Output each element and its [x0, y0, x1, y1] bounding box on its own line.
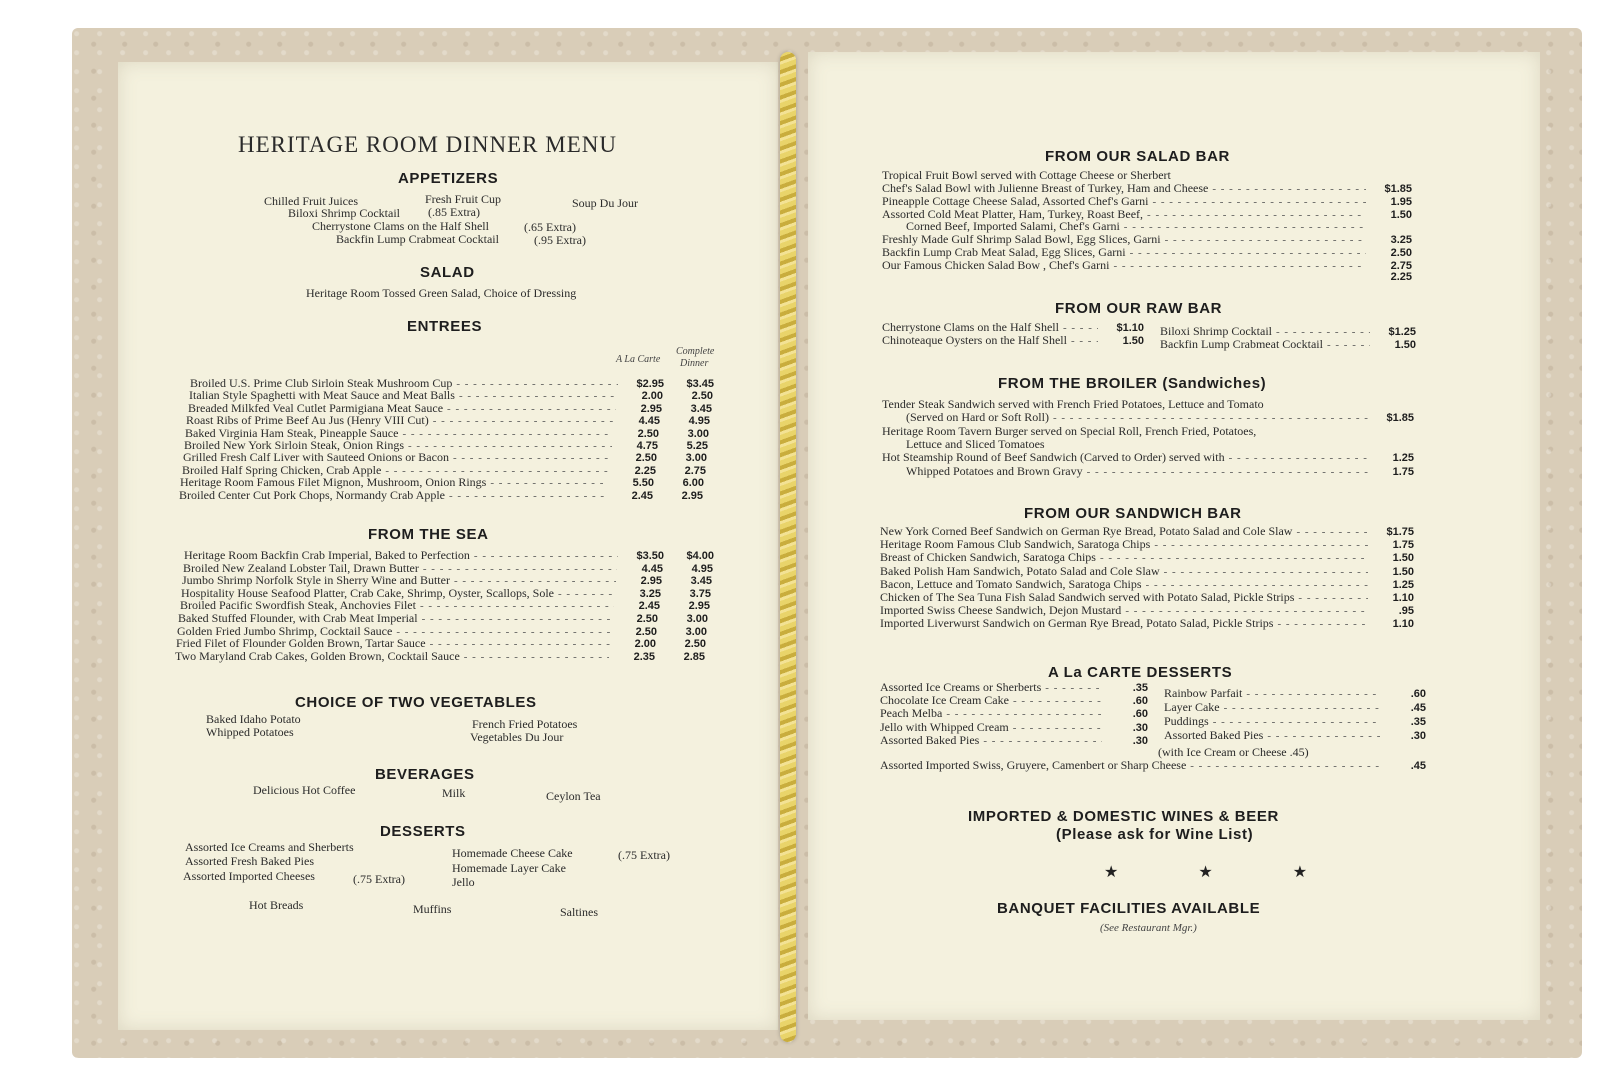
dessert-left-row-price: .35: [1132, 682, 1148, 694]
entree-row-price: 2.50: [635, 452, 657, 465]
entree-row-price: 2.95: [681, 489, 703, 502]
broiler-price: 1.75: [1392, 466, 1414, 478]
salad-bar-row-name: Backfin Lump Crab Meat Salad, Egg Slices, Garni: [882, 245, 1126, 259]
entree-row-price: 2.25: [634, 464, 656, 477]
entree-row-price: $2.95: [636, 378, 664, 390]
sea-row-price: 2.85: [683, 650, 705, 663]
dessert-item: Homemade Cheese Cake: [452, 846, 573, 860]
beverage-item: Delicious Hot Coffee: [253, 783, 356, 797]
entree-row: [179, 488, 703, 503]
sandwich-row-name: Heritage Room Famous Club Sandwich, Saratoga Chips: [880, 537, 1151, 552]
raw-bar-row-name: Chinoteaque Oysters on the Half Shell: [882, 333, 1067, 347]
dessert-note: (with Ice Cream or Cheese .45): [1158, 745, 1309, 759]
sea-row-price: $4.00: [686, 550, 714, 562]
appetizer-extra: (.65 Extra): [524, 220, 576, 234]
sandwich-row-price: 1.10: [1392, 592, 1414, 604]
appetizer-extra: (.85 Extra): [428, 205, 480, 219]
sea-row-price: 2.50: [635, 625, 657, 638]
raw-bar-row-name: Cherrystone Clams on the Half Shell: [882, 320, 1059, 334]
sea-row-name: Broiled New Zealand Lobster Tail, Drawn Butter: [183, 560, 419, 575]
salad-bar-row-price: 1.95: [1390, 195, 1412, 208]
raw-bar-row: [882, 333, 1144, 348]
beverage-item: Ceylon Tea: [546, 789, 601, 803]
sandwich-row-name: New York Corned Beef Sandwich on German Rye Bread, Potato Salad and Cole Slaw: [880, 524, 1293, 538]
dessert-right-row-name: Assorted Baked Pies: [1164, 728, 1264, 742]
entree-row-price: 6.00: [682, 477, 704, 490]
entree-row-name: Baked Virginia Ham Steak, Pineapple Sauce: [185, 425, 399, 440]
dessert-right-row-price: .30: [1410, 730, 1426, 742]
cheese-row: [880, 758, 1426, 773]
dessert-item: Assorted Fresh Baked Pies: [185, 854, 314, 868]
broiler-line: Lettuce and Sliced Tomatoes: [906, 437, 1045, 451]
salad-bar-row-price: $1.85: [1384, 183, 1412, 195]
sea-row-price: 3.25: [639, 587, 661, 600]
entree-row-price: 2.50: [691, 390, 713, 403]
beverages-heading: BEVERAGES: [375, 766, 475, 783]
dessert-left-row-name: Assorted Baked Pies: [880, 732, 980, 747]
sandwich-row-price: 1.75: [1392, 539, 1414, 552]
dessert-right-row-name: Layer Cake: [1164, 700, 1220, 714]
dessert-left-row-price: .60: [1132, 708, 1148, 721]
broiler-line: (Served on Hard or Soft Roll): [906, 410, 1049, 424]
dessert-item: Assorted Imported Cheeses: [183, 869, 315, 883]
vegetable-item: Whipped Potatoes: [206, 725, 294, 739]
entree-row-name: Italian Style Spaghetti with Meat Sauce and Meat Balls: [189, 388, 455, 403]
raw-bar-row-name: Biloxi Shrimp Cocktail: [1160, 324, 1273, 338]
beverage-item: Milk: [442, 786, 466, 800]
banquet-note: (See Restaurant Mgr.): [1100, 922, 1197, 934]
dessert-extra: (.75 Extra): [618, 848, 670, 862]
menu-title: HERITAGE ROOM DINNER MENU: [238, 132, 617, 157]
sea-row-name: Baked Stuffed Flounder, with Crab Meat Imperial: [178, 611, 418, 625]
entree-row-name: Roast Ribs of Prime Beef Au Jus (Henry VIII Cut): [186, 413, 429, 428]
broiler-price: 1.25: [1392, 452, 1414, 464]
sea-row-price: 2.50: [636, 613, 658, 625]
bread-item: Muffins: [413, 902, 452, 916]
entree-row-price: $3.45: [686, 378, 714, 390]
sandwich-row-price: 1.50: [1392, 552, 1414, 565]
salad-heading: SALAD: [420, 264, 475, 281]
dessert-item: Homemade Layer Cake: [452, 861, 566, 875]
dessert-right-row-price: .35: [1410, 716, 1426, 728]
dessert-right-row: [1164, 714, 1426, 729]
sea-row-price: 2.95: [640, 575, 662, 588]
sandwich-row-name: Baked Polish Ham Sandwich, Potato Salad and Cole Slaw: [880, 563, 1160, 578]
sandwich-bar-heading: FROM OUR SANDWICH BAR: [1024, 505, 1242, 522]
dessert-left-row: [880, 733, 1148, 748]
entree-row-price: 4.45: [638, 415, 660, 428]
dessert-right-row: [1164, 728, 1426, 743]
vegetable-item: Vegetables Du Jour: [470, 730, 564, 744]
raw-bar-row-price: $1.25: [1388, 326, 1416, 338]
entree-row-price: 4.95: [688, 415, 710, 428]
entree-row-name: Broiled Center Cut Pork Chops, Normandy Crab Apple: [179, 487, 445, 502]
appetizer-item: Chilled Fruit Juices: [264, 194, 358, 208]
sea-row-price: 2.00: [634, 638, 656, 651]
star-divider: ★ ★ ★: [1104, 864, 1346, 881]
sandwich-row-price: 1.25: [1392, 578, 1414, 591]
dessert-left-row-name: Assorted Ice Creams or Sherberts: [880, 680, 1042, 694]
salad-bar-row-name: Corned Beef, Imported Salami, Chef's Garni: [906, 219, 1120, 234]
sandwich-row-price: .95: [1398, 605, 1414, 618]
salad-bar-line: Tropical Fruit Bowl served with Cottage Cheese or Sherbert: [882, 168, 1171, 182]
salad-bar-row-name: Assorted Cold Meat Platter, Ham, Turkey, Roast Beef,: [882, 206, 1144, 221]
raw-bar-row: [1160, 337, 1416, 352]
entree-row-price: 5.25: [686, 440, 708, 452]
salad-bar-heading: FROM OUR SALAD BAR: [1045, 148, 1230, 165]
broiler-line: Heritage Room Tavern Burger served on Special Roll, French Fried, Potatoes,: [882, 424, 1257, 438]
broiler-price: $1.85: [1386, 412, 1414, 424]
dessert-item: Assorted Ice Creams and Sherberts: [185, 840, 354, 854]
salad-bar-row-name: Pineapple Cottage Cheese Salad, Assorted Chef's Garni: [882, 193, 1149, 208]
salad-bar-row-name: Freshly Made Gulf Shrimp Salad Bowl, Egg Slices, Garni: [882, 232, 1161, 247]
raw-bar-heading: FROM OUR RAW BAR: [1055, 300, 1223, 317]
vegetable-item: French Fried Potatoes: [472, 717, 578, 731]
sea-row-name: Jumbo Shrimp Norfolk Style in Sherry Wine and Butter: [182, 573, 450, 588]
entree-row-price: 3.00: [687, 427, 709, 440]
banquet-heading: BANQUET FACILITIES AVAILABLE: [997, 900, 1261, 917]
entree-row-price: 3.00: [685, 452, 707, 465]
gold-cord: [780, 52, 796, 1042]
salad-bar-row-name: Chef's Salad Bowl with Julienne Breast of Turkey, Ham and Cheese: [882, 181, 1209, 195]
dessert-left-row-price: .30: [1132, 734, 1148, 747]
broiler-line: Whipped Potatoes and Brown Gravy: [906, 464, 1083, 478]
dessert-right-row: [1164, 686, 1426, 701]
broiler-heading: FROM THE BROILER (Sandwiches): [998, 375, 1267, 392]
salad-bar-row: [882, 271, 1412, 283]
dessert-item: Jello: [452, 875, 475, 889]
sandwich-row-name: Breast of Chicken Sandwich, Saratoga Chips: [880, 550, 1096, 565]
broiler-row: [906, 410, 1414, 425]
appetizer-item: Cherrystone Clams on the Half Shell: [312, 219, 489, 233]
sea-row-price: 2.50: [684, 638, 706, 651]
entree-row-price: 2.95: [640, 402, 662, 415]
sandwich-row-name: Imported Liverwurst Sandwich on German Rye Bread, Potato Salad, Pickle Strips: [880, 616, 1274, 631]
entree-row-price: 2.75: [684, 464, 706, 477]
entree-row-price: 3.45: [690, 402, 712, 415]
broiler-row: [906, 464, 1414, 479]
dessert-right-row-name: Puddings: [1164, 714, 1209, 728]
cheese-price: .45: [1410, 760, 1426, 772]
desserts-right-heading: A La CARTE DESSERTS: [1048, 664, 1233, 681]
appetizers-heading: APPETIZERS: [398, 170, 499, 187]
sandwich-row-price: 1.50: [1392, 565, 1414, 578]
dessert-left-row-price: .30: [1132, 721, 1148, 734]
col-complete: Complete: [676, 346, 715, 357]
desserts-heading: DESSERTS: [380, 823, 466, 840]
sea-row-price: 2.95: [688, 600, 710, 613]
dessert-left-row-price: .60: [1132, 695, 1148, 708]
sea-row-name: Golden Fried Jumbo Shrimp, Cocktail Sauce: [177, 623, 393, 638]
salad-bar-row-price: 2.25: [1390, 270, 1412, 283]
dessert-right-row-price: .60: [1410, 688, 1426, 700]
entree-row-name: Broiled New York Sirloin Steak, Onion Rings: [184, 438, 405, 452]
sea-row: [175, 649, 705, 664]
sea-row-price: $3.50: [636, 550, 664, 562]
sea-row-name: Two Maryland Crab Cakes, Golden Brown, Cocktail Sauce: [175, 648, 460, 663]
sea-row-price: 3.45: [690, 575, 712, 588]
entree-row-name: Grilled Fresh Calf Liver with Sauteed Onions or Bacon: [183, 450, 449, 465]
entrees-heading: ENTREES: [407, 318, 483, 335]
dessert-left-row-name: Chocolate Ice Cream Cake: [880, 693, 1009, 708]
appetizer-item: Backfin Lump Crabmeat Cocktail: [336, 232, 499, 246]
cheese-name: Assorted Imported Swiss, Gruyere, Camenbert or Sharp Cheese: [880, 758, 1187, 772]
sandwich-row: [880, 616, 1414, 631]
entree-row-name: Heritage Room Famous Filet Mignon, Mushroom, Onion Rings: [180, 475, 487, 490]
dessert-right-row: [1164, 700, 1426, 715]
sandwich-row-price: 1.10: [1392, 618, 1414, 631]
appetizer-item: Fresh Fruit Cup: [425, 192, 502, 206]
broiler-line: Hot Steamship Round of Beef Sandwich (Carved to Order) served with: [882, 450, 1225, 464]
broiler-line: Tender Steak Sandwich served with French Fried Potatoes, Lettuce and Tomato: [882, 397, 1264, 411]
sea-row-name: Hospitality House Seafood Platter, Crab Cake, Shrimp, Oyster, Scallops, Sole: [181, 585, 554, 600]
sea-row-price: 2.35: [633, 650, 655, 663]
sea-row-name: Heritage Room Backfin Crab Imperial, Baked to Perfection: [184, 548, 470, 562]
bread-item: Saltines: [560, 905, 598, 919]
entree-row-price: 2.45: [631, 489, 653, 502]
sea-heading: FROM THE SEA: [368, 526, 489, 543]
raw-bar-row-name: Backfin Lump Crabmeat Cocktail: [1160, 337, 1323, 351]
sandwich-row-name: Bacon, Lettuce and Tomato Sandwich, Saratoga Chips: [880, 576, 1142, 591]
sea-row-price: 3.00: [685, 625, 707, 638]
sea-row-price: 3.75: [689, 587, 711, 600]
raw-bar-row-price: 1.50: [1122, 335, 1144, 347]
sandwich-row-name: Imported Swiss Cheese Sandwich, Dejon Mustard: [880, 603, 1122, 618]
salad-bar-row-price: 2.75: [1390, 259, 1412, 272]
dessert-extra: (.75 Extra): [353, 872, 405, 886]
sea-row-price: 4.95: [691, 562, 713, 575]
col-dinner: Dinner: [680, 358, 709, 369]
salad-bar-row-price: 1.50: [1390, 208, 1412, 221]
dessert-left-row-name: Peach Melba: [880, 706, 943, 721]
col-a-la-carte: A La Carte: [616, 354, 661, 365]
raw-bar-row-price: 1.50: [1394, 339, 1416, 351]
wines-heading: IMPORTED & DOMESTIC WINES & BEER: [968, 808, 1279, 825]
vegetable-item: Baked Idaho Potato: [206, 712, 301, 726]
entree-row-price: 4.75: [636, 440, 658, 452]
sea-row-price: 4.45: [641, 562, 663, 575]
sea-row-name: Broiled Pacific Swordfish Steak, Anchovies Filet: [180, 598, 416, 613]
entree-row-price: 5.50: [632, 477, 654, 490]
broiler-row: [882, 450, 1414, 465]
appetizer-item: Soup Du Jour: [572, 196, 639, 210]
wines-note: (Please ask for Wine List): [1056, 826, 1254, 843]
entree-row-name: Breaded Milkfed Veal Cutlet Parmigiana Meat Sauce: [188, 400, 444, 415]
raw-bar-row-price: $1.10: [1116, 322, 1144, 334]
dessert-right-row-name: Rainbow Parfait: [1164, 686, 1243, 700]
salad-bar-row-price: 3.25: [1390, 234, 1412, 247]
appetizer-extra: (.95 Extra): [534, 233, 586, 247]
sandwich-row-name: Chicken of The Sea Tuna Fish Salad Sandwich served with Potato Salad, Pickle Strips: [880, 590, 1295, 604]
sea-row-price: 2.45: [638, 600, 660, 613]
appetizer-item: Biloxi Shrimp Cocktail: [288, 206, 401, 220]
sea-row-name: Fried Filet of Flounder Golden Brown, Tartar Sauce: [176, 636, 426, 651]
entree-row-name: Broiled U.S. Prime Club Sirloin Steak Mushroom Cup: [190, 376, 453, 390]
vegetables-heading: CHOICE OF TWO VEGETABLES: [295, 694, 537, 711]
salad-bar-row-price: 2.50: [1390, 247, 1412, 259]
dessert-left-row-name: Jello with Whipped Cream: [880, 719, 1009, 734]
bread-item: Hot Breads: [249, 898, 304, 912]
sandwich-row-price: $1.75: [1386, 526, 1414, 538]
entree-row-price: 2.50: [637, 427, 659, 440]
salad-text: Heritage Room Tossed Green Salad, Choice of Dressing: [306, 286, 577, 300]
entree-row-name: Broiled Half Spring Chicken, Crab Apple: [182, 462, 382, 477]
entree-row-price: 2.00: [641, 390, 663, 403]
salad-bar-row-name: Our Famous Chicken Salad Bow , Chef's Garni: [882, 257, 1110, 272]
sea-row-price: 3.00: [686, 613, 708, 625]
dessert-right-row-price: .45: [1410, 702, 1426, 714]
